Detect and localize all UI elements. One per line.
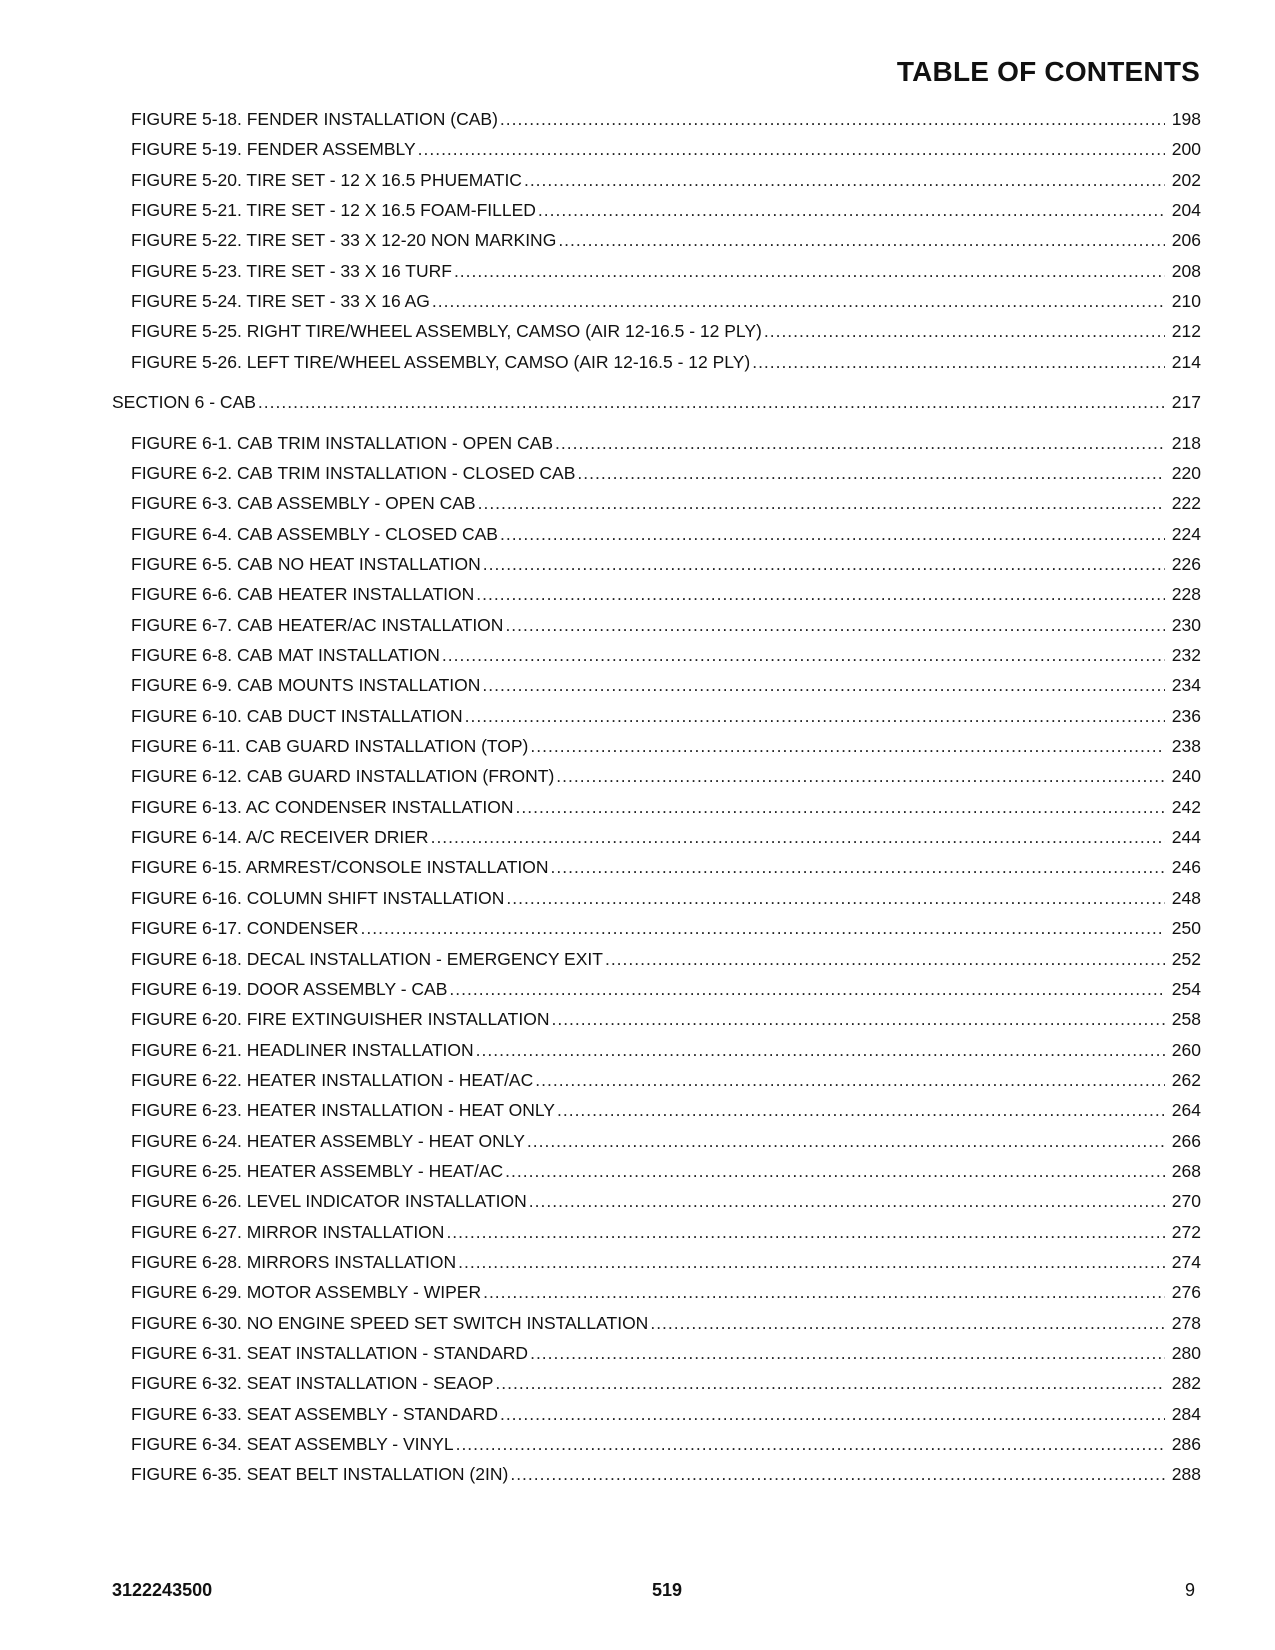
toc-entry-page: 234 — [1171, 675, 1201, 696]
toc-entry-page: 276 — [1171, 1282, 1201, 1303]
toc-dot-leader — [577, 462, 1165, 484]
toc-dot-leader — [478, 492, 1165, 514]
toc-entry-page: 266 — [1171, 1130, 1201, 1151]
toc-dot-leader — [535, 1069, 1165, 1091]
toc-dot-leader — [454, 260, 1165, 282]
toc-dot-leader — [505, 1160, 1165, 1182]
toc-dot-leader — [456, 1433, 1165, 1455]
footer-document-number: 3122243500 — [112, 1580, 213, 1600]
toc-entry-label: FIGURE 6-26. LEVEL INDICATOR INSTALLATION — [131, 1191, 527, 1212]
toc-entry-label: FIGURE 6-22. HEATER INSTALLATION - HEAT/AC — [131, 1069, 534, 1090]
toc-entry-label: FIGURE 6-9. CAB MOUNTS INSTALLATION — [131, 675, 481, 696]
toc-entry-page: 214 — [1171, 351, 1201, 372]
toc-entry-label: FIGURE 5-26. LEFT TIRE/WHEEL ASSEMBLY, CAMSO (AIR 12-16.5 - 12 PLY) — [131, 351, 751, 372]
toc-entry[interactable] — [0, 856, 1275, 878]
toc-entry-page: 220 — [1171, 462, 1201, 483]
toc-entry[interactable] — [0, 1221, 1275, 1243]
toc-entry-page: 252 — [1171, 948, 1201, 969]
toc-entry-label: FIGURE 6-11. CAB GUARD INSTALLATION (TOP) — [131, 736, 529, 756]
toc-entry-page: 258 — [1171, 1009, 1201, 1030]
toc-entry[interactable] — [0, 735, 1275, 757]
toc-dot-leader — [555, 432, 1165, 454]
toc-entry[interactable] — [0, 553, 1275, 575]
toc-entry[interactable] — [0, 260, 1275, 282]
toc-entry-label: FIGURE 6-33. SEAT ASSEMBLY - STANDARD — [131, 1403, 498, 1424]
toc-entry-page: 288 — [1171, 1464, 1201, 1485]
toc-dot-leader — [500, 523, 1165, 545]
toc-entry-page: 286 — [1171, 1434, 1201, 1454]
toc-entry-page: 250 — [1171, 918, 1201, 939]
toc-entry-label: FIGURE 6-20. FIRE EXTINGUISHER INSTALLATION — [131, 1009, 550, 1030]
toc-dot-leader — [530, 735, 1165, 757]
toc-entry-label: FIGURE 6-6. CAB HEATER INSTALLATION — [131, 584, 475, 605]
toc-entry-label: FIGURE 5-20. TIRE SET - 12 X 16.5 PHUEMATIC — [131, 169, 522, 190]
toc-entry-page: 228 — [1171, 584, 1201, 605]
toc-entry[interactable] — [0, 492, 1275, 514]
toc-entry-page: 260 — [1171, 1039, 1201, 1060]
toc-entry[interactable] — [0, 138, 1275, 160]
toc-entry-label: FIGURE 6-30. NO ENGINE SPEED SET SWITCH INSTALLATION — [131, 1312, 649, 1333]
toc-entry-label: FIGURE 6-34. SEAT ASSEMBLY - VINYL — [131, 1434, 454, 1454]
toc-entry-label: FIGURE 6-12. CAB GUARD INSTALLATION (FRONT) — [131, 766, 555, 787]
toc-entry[interactable] — [0, 1160, 1275, 1182]
footer-page-number: 9 — [1184, 1580, 1195, 1600]
toc-dot-leader — [506, 887, 1165, 909]
toc-entry-label: FIGURE 6-16. COLUMN SHIFT INSTALLATION — [131, 887, 505, 908]
toc-dot-leader — [500, 108, 1165, 130]
toc-entry[interactable] — [0, 765, 1275, 787]
toc-dot-leader — [476, 583, 1165, 605]
toc-entry-page: 242 — [1171, 796, 1201, 817]
toc-entry[interactable] — [0, 705, 1275, 727]
toc-dot-leader — [361, 917, 1165, 939]
toc-entry-label: FIGURE 6-4. CAB ASSEMBLY - CLOSED CAB — [131, 523, 498, 544]
toc-entry[interactable] — [0, 432, 1275, 454]
toc-entry[interactable] — [0, 1069, 1275, 1091]
toc-entry[interactable] — [0, 1372, 1275, 1394]
toc-entry-label: FIGURE 5-19. FENDER ASSEMBLY — [131, 139, 416, 160]
toc-entry[interactable] — [0, 320, 1275, 342]
toc-entry-label: FIGURE 6-24. HEATER ASSEMBLY - HEAT ONLY — [131, 1130, 525, 1151]
toc-dot-leader — [530, 1342, 1165, 1364]
toc-entry[interactable] — [0, 1039, 1275, 1061]
toc-entry-label: FIGURE 6-18. DECAL INSTALLATION - EMERGENCY EXIT — [131, 948, 603, 969]
toc-entry[interactable] — [0, 1099, 1275, 1121]
toc-entry-page: 238 — [1171, 736, 1201, 756]
toc-entry-label: FIGURE 5-23. TIRE SET - 33 X 16 TURF — [131, 260, 452, 281]
toc-entry-page: 270 — [1171, 1191, 1201, 1212]
toc-entry-page: 218 — [1171, 432, 1201, 453]
toc-dot-leader — [551, 1008, 1165, 1030]
toc-entry-label: FIGURE 6-29. MOTOR ASSEMBLY - WIPER — [131, 1282, 482, 1303]
toc-entry[interactable] — [0, 1463, 1275, 1485]
toc-entry[interactable] — [0, 1190, 1275, 1212]
toc-dot-leader — [476, 1039, 1165, 1061]
toc-entry-label: FIGURE 6-32. SEAT INSTALLATION - SEAOP — [131, 1373, 494, 1394]
toc-dot-leader — [527, 1130, 1165, 1152]
toc-dot-leader — [510, 1463, 1165, 1485]
toc-entry[interactable] — [0, 917, 1275, 939]
toc-entry[interactable] — [0, 1130, 1275, 1152]
toc-dot-leader — [516, 796, 1166, 818]
toc-entry[interactable] — [0, 199, 1275, 221]
toc-entry-page: 272 — [1171, 1221, 1201, 1242]
toc-entry-label: FIGURE 6-19. DOOR ASSEMBLY - CAB — [131, 978, 448, 999]
toc-entry-page: 210 — [1171, 291, 1201, 312]
toc-entry-page: 226 — [1171, 553, 1201, 574]
toc-dot-leader — [482, 674, 1165, 696]
toc-dot-leader — [557, 1099, 1165, 1121]
toc-dot-leader — [505, 614, 1165, 636]
toc-entry[interactable] — [0, 1433, 1275, 1455]
toc-dot-leader — [432, 290, 1165, 312]
toc-entry-label: FIGURE 6-35. SEAT BELT INSTALLATION (2IN) — [131, 1464, 509, 1485]
toc-entry-label: FIGURE 6-17. CONDENSER — [131, 918, 359, 939]
toc-dot-leader — [605, 948, 1165, 970]
toc-dot-leader — [258, 391, 1165, 413]
toc-entry[interactable] — [0, 462, 1275, 484]
toc-entry[interactable] — [0, 523, 1275, 545]
toc-entry-page: 268 — [1171, 1160, 1201, 1181]
toc-dot-leader — [551, 856, 1166, 878]
page-footer — [0, 1580, 1275, 1604]
page-title: TABLE OF CONTENTS — [896, 56, 1200, 87]
toc-dot-leader — [752, 351, 1165, 373]
toc-entry-page: 284 — [1171, 1403, 1201, 1424]
toc-entry-page: 244 — [1171, 827, 1201, 848]
toc-dot-leader — [431, 826, 1165, 848]
toc-dot-leader — [495, 1372, 1165, 1394]
toc-dot-leader — [524, 169, 1165, 191]
toc-entry-label: FIGURE 6-7. CAB HEATER/AC INSTALLATION — [131, 614, 504, 635]
toc-entry[interactable] — [0, 1251, 1275, 1273]
toc-dot-leader — [465, 705, 1165, 727]
toc-entry[interactable] — [0, 948, 1275, 970]
toc-entry-page: 246 — [1171, 857, 1201, 878]
toc-entry-label: FIGURE 6-31. SEAT INSTALLATION - STANDARD — [131, 1343, 529, 1363]
toc-entry-page: 206 — [1171, 230, 1201, 251]
toc-dot-leader — [483, 1281, 1165, 1303]
toc-entry[interactable] — [0, 674, 1275, 696]
toc-dot-leader — [483, 553, 1165, 575]
toc-entry-page: 280 — [1171, 1343, 1201, 1363]
toc-entry-page: 240 — [1171, 766, 1201, 787]
toc-entry[interactable] — [0, 1281, 1275, 1303]
toc-entry-label: FIGURE 5-25. RIGHT TIRE/WHEEL ASSEMBLY, CAMSO (AIR 12-16.5 - 12 PLY) — [131, 321, 762, 342]
toc-entry[interactable] — [0, 644, 1275, 666]
toc-entry[interactable] — [0, 1312, 1275, 1334]
toc-entry-label: FIGURE 6-2. CAB TRIM INSTALLATION - CLOSED CAB — [131, 462, 576, 483]
toc-entry-label: FIGURE 6-1. CAB TRIM INSTALLATION - OPEN CAB — [131, 432, 554, 453]
toc-entry-label: FIGURE 6-25. HEATER ASSEMBLY - HEAT/AC — [131, 1160, 504, 1181]
toc-entry-page: 274 — [1171, 1252, 1201, 1272]
toc-entry-page: 222 — [1171, 493, 1201, 514]
toc-entry-page: 204 — [1171, 200, 1201, 221]
toc-entry-label: FIGURE 6-13. AC CONDENSER INSTALLATION — [131, 796, 514, 817]
toc-entry[interactable] — [0, 229, 1275, 251]
toc-entry-page: 248 — [1171, 887, 1201, 908]
toc-entry[interactable] — [0, 108, 1275, 130]
toc-entry[interactable] — [0, 1008, 1275, 1030]
toc-entry-label: FIGURE 5-22. TIRE SET - 33 X 12-20 NON MARKING — [131, 230, 557, 251]
toc-dot-leader — [650, 1312, 1165, 1334]
toc-dot-leader — [446, 1221, 1165, 1243]
toc-entry[interactable] — [0, 826, 1275, 848]
toc-entry-label: FIGURE 5-18. FENDER INSTALLATION (CAB) — [131, 109, 498, 129]
toc-entry-page: 262 — [1171, 1069, 1201, 1090]
toc-entry[interactable] — [0, 1342, 1275, 1364]
toc-dot-leader — [529, 1190, 1165, 1212]
toc-entry-label: SECTION 6 - CAB — [112, 392, 256, 413]
toc-entry-page: 224 — [1171, 523, 1201, 544]
toc-entry[interactable] — [0, 351, 1275, 373]
toc-entry-page: 236 — [1171, 705, 1201, 726]
toc-entry-page: 232 — [1171, 645, 1201, 665]
toc-entry[interactable] — [0, 169, 1275, 191]
toc-entry-page: 202 — [1171, 169, 1201, 190]
toc-entry[interactable] — [0, 614, 1275, 636]
toc-entry-label: FIGURE 6-10. CAB DUCT INSTALLATION — [131, 705, 463, 726]
toc-entry-label: FIGURE 6-28. MIRRORS INSTALLATION — [131, 1252, 457, 1272]
toc-dot-leader — [458, 1251, 1165, 1273]
toc-entry-page: 254 — [1171, 978, 1201, 999]
toc-entry-label: FIGURE 6-23. HEATER INSTALLATION - HEAT ONLY — [131, 1100, 555, 1121]
toc-entry[interactable] — [0, 290, 1275, 312]
toc-entry-page: 264 — [1171, 1100, 1201, 1121]
toc-dot-leader — [500, 1403, 1165, 1425]
toc-entry[interactable] — [0, 978, 1275, 1000]
toc-entry[interactable] — [0, 583, 1275, 605]
toc-entry-page: 212 — [1171, 321, 1201, 342]
toc-entry[interactable] — [0, 796, 1275, 818]
toc-entry[interactable] — [0, 1403, 1275, 1425]
toc-dot-leader — [558, 229, 1165, 251]
toc-entry-page: 208 — [1171, 260, 1201, 281]
toc-dot-leader — [418, 138, 1165, 160]
toc-dot-leader — [449, 978, 1165, 1000]
toc-entry-label: FIGURE 5-24. TIRE SET - 33 X 16 AG — [131, 291, 430, 312]
toc-entry[interactable] — [0, 887, 1275, 909]
toc-entry-label: FIGURE 6-8. CAB MAT INSTALLATION — [131, 645, 440, 665]
toc-entry-page: 282 — [1171, 1373, 1201, 1394]
footer-center-page: 519 — [652, 1580, 683, 1600]
toc-section-entry[interactable] — [0, 391, 1275, 413]
toc-entry-page: 230 — [1171, 614, 1201, 635]
toc-entry-label: FIGURE 6-21. HEADLINER INSTALLATION — [131, 1039, 474, 1060]
toc-entry-page: 217 — [1171, 392, 1201, 413]
toc-entry-page: 278 — [1171, 1312, 1201, 1333]
toc-entry-page: 200 — [1171, 139, 1201, 160]
toc-dot-leader — [764, 320, 1165, 342]
toc-dot-leader — [442, 644, 1165, 666]
toc-entry-label: FIGURE 6-14. A/C RECEIVER DRIER — [131, 827, 429, 848]
toc-entry-label: FIGURE 5-21. TIRE SET - 12 X 16.5 FOAM-FILLED — [131, 200, 536, 221]
toc-entry-label: FIGURE 6-5. CAB NO HEAT INSTALLATION — [131, 553, 481, 574]
toc-dot-leader — [556, 765, 1165, 787]
toc-dot-leader — [538, 199, 1165, 221]
toc-entry-label: FIGURE 6-3. CAB ASSEMBLY - OPEN CAB — [131, 493, 476, 514]
toc-entry-label: FIGURE 6-15. ARMREST/CONSOLE INSTALLATION — [131, 857, 549, 878]
toc-entry-label: FIGURE 6-27. MIRROR INSTALLATION — [131, 1221, 445, 1242]
toc-entry-page: 198 — [1171, 109, 1201, 129]
